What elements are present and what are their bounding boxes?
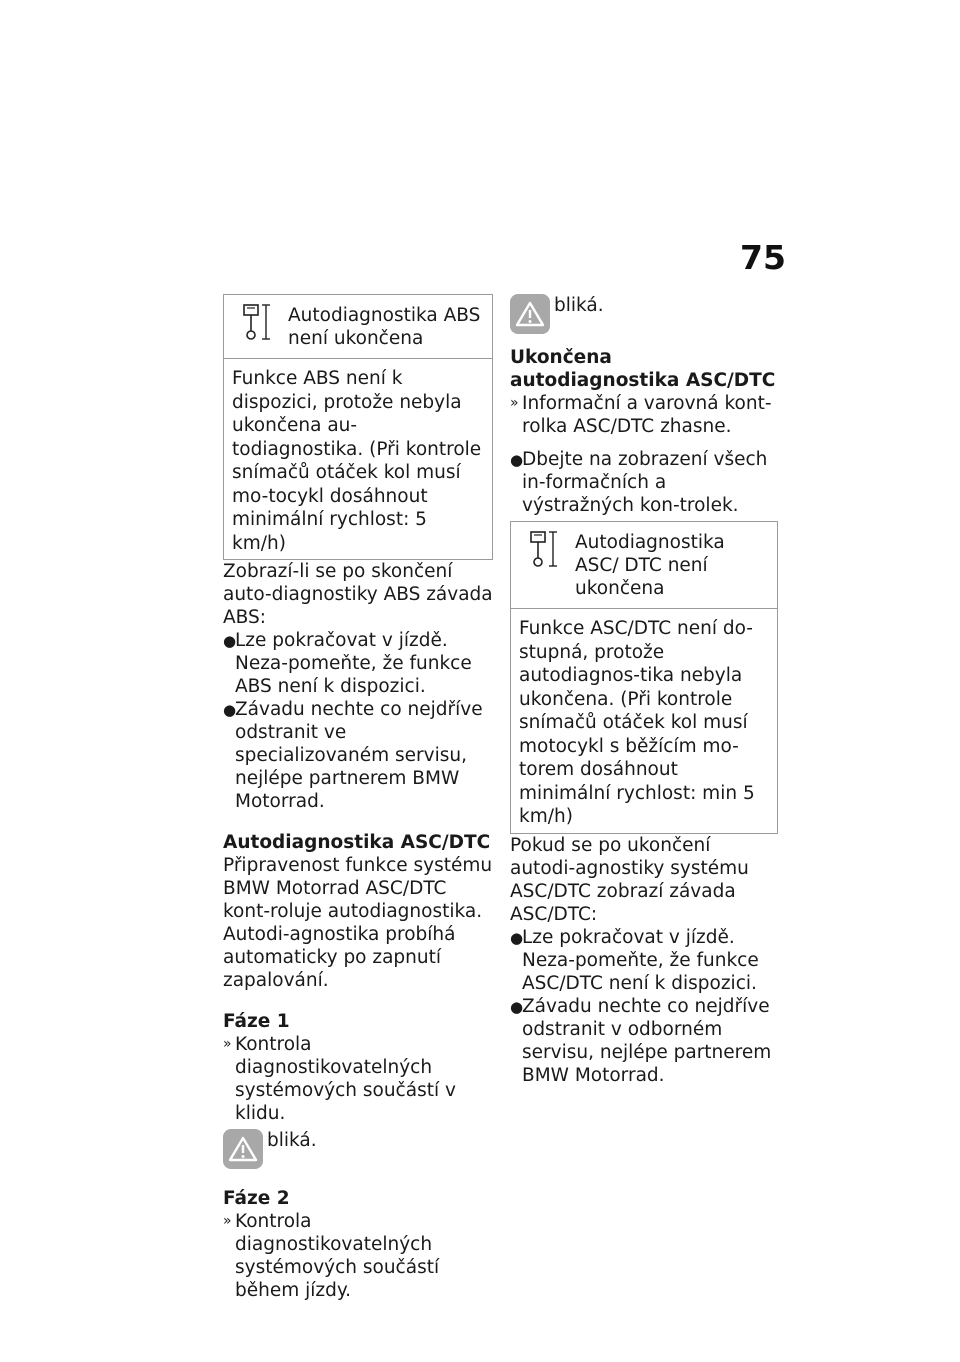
- asc-warning-box: [510, 521, 778, 834]
- list-item: ● Lze pokračovat v jízdě. Neza-pomeňte, že funkce ASC/DTC není k dispozici.: [510, 926, 759, 994]
- gauge-sensor-icon: [238, 301, 278, 345]
- bullet-marker: ●: [510, 928, 524, 947]
- phase-1-blink-row: [223, 1129, 493, 1169]
- asc-warning-header: [511, 522, 777, 609]
- asc-fault-list: [510, 926, 778, 1087]
- phase-2-heading: Fáze 2: [223, 1188, 290, 1209]
- blink-label: bliká.: [554, 295, 604, 316]
- abs-warning-title: Autodiagnostika ABS není ukončena: [288, 305, 481, 349]
- asc-warning-title: Autodiagnostika ASC/ DTC není ukončena: [575, 532, 725, 599]
- bullet-marker: ●: [510, 451, 524, 469]
- top-blink-row: [510, 294, 778, 334]
- list-item: ● Lze pokračovat v jízdě. Neza-pomeňte, že funkce ABS není k dispozici.: [223, 630, 472, 697]
- selfdiag-complete-heading: Ukončena autodiagnostika ASC/DTC: [510, 347, 776, 391]
- phase-2-list: [223, 1210, 493, 1302]
- abs-fault-intro: Zobrazí-li se po skončení auto-diagnostiky ABS závada ABS:: [223, 561, 493, 628]
- gauge-sensor-icon: [525, 528, 565, 572]
- selfdiag-complete-list: [510, 392, 778, 438]
- arrow-marker: »: [223, 1213, 232, 1229]
- asc-fault-intro: Pokud se po ukončení autodi-agnostiky systému ASC/DTC zobrazí závada ASC/DTC:: [510, 834, 749, 925]
- page-number: 75: [740, 238, 786, 277]
- list-item: » Informační a varovná kont-rolka ASC/DTC zhasne.: [510, 393, 772, 437]
- arrow-marker: »: [510, 395, 519, 411]
- abs-warning-body: Funkce ABS není k dispozici, protože nebyla ukončena au-todiagnostika. (Při kontrole snímačů otáček kol musí mo-tocykl dosáhnout minimální rychlost: 5 km/h): [232, 368, 482, 554]
- blink-label: bliká.: [267, 1130, 317, 1151]
- bullet-marker: ●: [223, 701, 237, 719]
- asc-selfdiag-heading: Autodiagnostika ASC/DTC: [223, 832, 491, 853]
- list-item: » Kontrola diagnostikovatelných systémových součástí v klidu.: [223, 1034, 456, 1124]
- list-item: » Kontrola diagnostikovatelných systémových součástí během jízdy.: [223, 1211, 440, 1301]
- selfdiag-note-list: [510, 448, 778, 517]
- arrow-marker: »: [223, 1036, 232, 1052]
- warning-triangle-icon: [223, 1129, 263, 1169]
- list-item: ● Dbejte na zobrazení všech in-formačních a výstražných kon-trolek.: [510, 449, 768, 516]
- bullet-marker: ●: [510, 997, 524, 1016]
- asc-warning-body: Funkce ASC/DTC není do-stupná, protože autodiagnos-tika nebyla ukončena. (Při kontrole snímačů otáček kol musí motocykl s běžícím mo-torem dosáhnout minimální rychlost: min 5 km/h): [519, 618, 755, 827]
- list-item: ● Závadu nechte co nejdříve odstranit ve specializovaném servisu, nejlépe partnerem BMW Motorrad.: [223, 699, 483, 812]
- phase-1-heading: Fáze 1: [223, 1011, 290, 1032]
- asc-selfdiag-intro: Připravenost funkce systému BMW Motorrad ASC/DTC kont-roluje autodiagnostika. Autodi-agnostika probíhá automaticky po zapnutí zapalování.: [223, 855, 493, 991]
- abs-fault-list: [223, 629, 493, 813]
- left-column: [223, 294, 493, 1302]
- warning-triangle-icon: [510, 294, 550, 334]
- abs-warning-header: [224, 295, 492, 359]
- right-column: [510, 294, 778, 1087]
- abs-warning-box: [223, 294, 493, 560]
- bullet-marker: ●: [223, 632, 237, 650]
- list-item: ● Závadu nechte co nejdříve odstranit v odborném servisu, nejlépe partnerem BMW Motorrad.: [510, 995, 772, 1086]
- phase-1-list: [223, 1033, 493, 1125]
